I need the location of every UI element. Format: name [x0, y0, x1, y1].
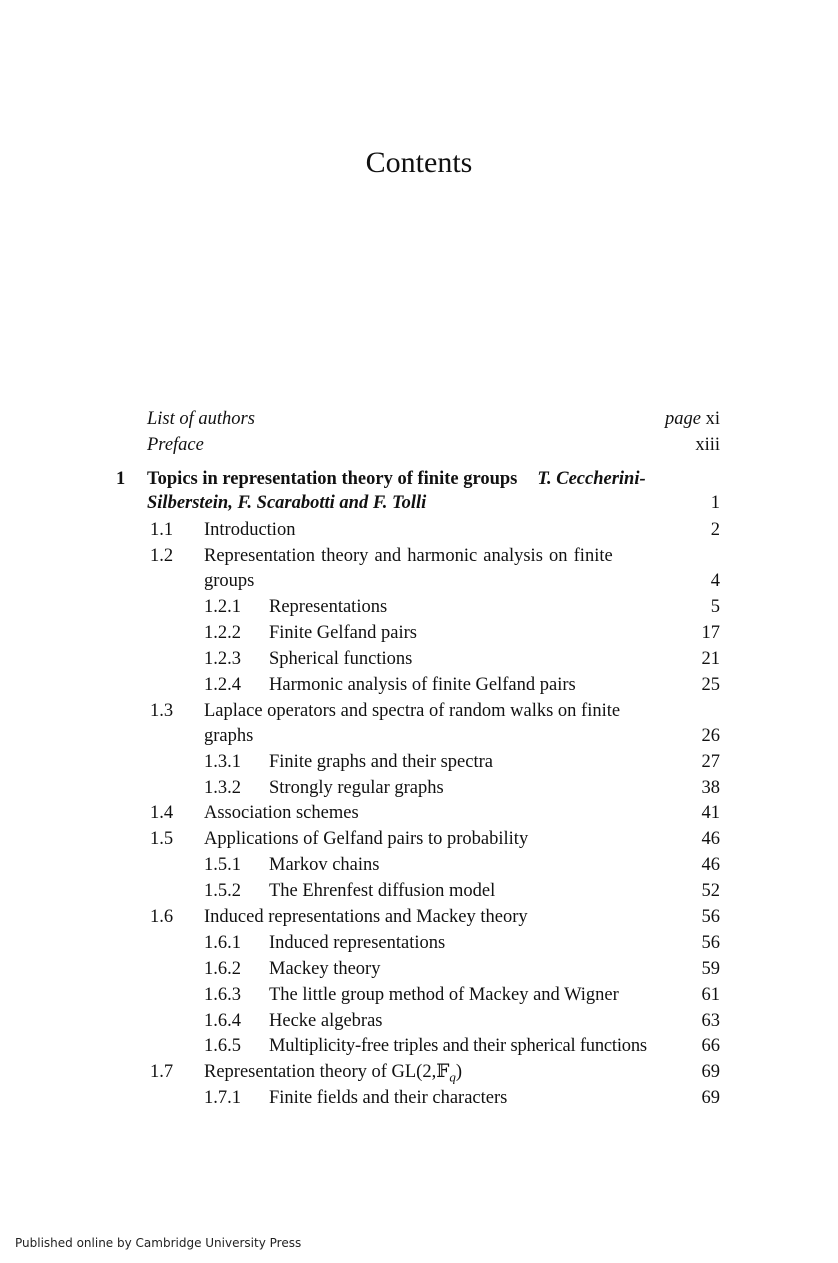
toc-entry-title[interactable]: Laplace operators and spectra of random walks on finite — [204, 701, 621, 721]
toc-entry-title[interactable]: Representation theory and harmonic analysis on finite — [204, 546, 613, 566]
toc-page-number: 38 — [701, 778, 720, 798]
subsection-number: 1.7.1 — [204, 1088, 241, 1108]
toc-entry-title[interactable]: Representations — [269, 597, 388, 617]
toc-page-number: 5 — [710, 597, 720, 617]
chapter-authors-line2: Silberstein, F. Scarabotti and F. Tolli — [147, 493, 427, 513]
subsection-number: 1.2.3 — [204, 649, 241, 669]
toc-entry-title[interactable]: The little group method of Mackey and Wigner — [269, 985, 619, 1005]
subsection-number: 1.6.2 — [204, 959, 241, 979]
toc-entry-list-of-authors[interactable] — [147, 407, 255, 431]
toc-page-number: 27 — [701, 752, 720, 772]
toc-entry-title-continuation[interactable]: groups — [204, 571, 255, 591]
chapter-number: 1 — [116, 469, 126, 489]
toc-page-number: 2 — [710, 520, 720, 540]
publisher-footer: Published online by Cambridge University Press — [15, 1236, 302, 1250]
toc-entry-title-end: ) — [455, 1062, 463, 1082]
toc-entry-title[interactable]: Mackey theory — [269, 959, 381, 979]
toc-page-number: 21 — [701, 649, 720, 669]
section-number: 1.1 — [150, 520, 174, 540]
section-number: 1.5 — [150, 829, 174, 849]
toc-page-number: 52 — [701, 881, 720, 901]
section-number: 1.3 — [150, 701, 174, 721]
toc-page-number: 69 — [701, 1088, 720, 1108]
subsection-number: 1.6.1 — [204, 933, 241, 953]
page-prefix: page — [665, 409, 701, 429]
toc-entry-title[interactable]: Spherical functions — [269, 649, 413, 669]
toc-page-number: xiii — [695, 435, 720, 455]
toc-entry-title-text: Representation theory of GL(2,𝔽 — [204, 1062, 450, 1082]
toc-entry-title-continuation[interactable]: graphs — [204, 726, 254, 746]
toc-entry-title[interactable]: Finite Gelfand pairs — [269, 623, 417, 643]
subsection-number: 1.5.2 — [204, 881, 241, 901]
toc-page-number: 63 — [701, 1011, 720, 1031]
toc-entry-preface[interactable] — [147, 433, 204, 457]
toc-entry-title[interactable]: Finite graphs and their spectra — [269, 752, 493, 772]
subsection-number: 1.6.4 — [204, 1011, 241, 1031]
toc-page-number: 66 — [701, 1036, 720, 1056]
section-number: 1.6 — [150, 907, 174, 927]
subsection-number: 1.6.3 — [204, 985, 241, 1005]
math-subscript: q — [449, 1069, 456, 1085]
toc-page-number: 46 — [701, 855, 720, 875]
toc-entry-title[interactable]: Introduction — [204, 520, 296, 540]
toc-page-number: 69 — [701, 1062, 720, 1082]
section-number: 1.7 — [150, 1062, 174, 1082]
subsection-number: 1.2.1 — [204, 597, 241, 617]
toc-page-number: 25 — [701, 675, 720, 695]
toc-entry-title[interactable]: Association schemes — [204, 803, 359, 823]
toc-page-number: 41 — [701, 803, 720, 823]
toc-page-number: 59 — [701, 959, 720, 979]
toc-entry-title[interactable]: Induced representations and Mackey theory — [204, 907, 528, 927]
toc-entry-label: Preface — [147, 435, 204, 455]
toc-entry-title[interactable]: Multiplicity-free triples and their spherical functions — [269, 1036, 647, 1056]
toc-page-number: 4 — [710, 571, 720, 591]
subsection-number: 1.5.1 — [204, 855, 241, 875]
toc-page-number: 26 — [701, 726, 720, 746]
chapter-title: Topics in representation theory of finite groups — [147, 469, 518, 489]
chapter-title-line[interactable] — [147, 467, 646, 491]
toc-entry-title[interactable]: Markov chains — [269, 855, 380, 875]
chapter-authors-line1: T. Ceccherini- — [537, 469, 646, 489]
toc-page-number: 56 — [701, 907, 720, 927]
toc-page-number: 56 — [701, 933, 720, 953]
toc-entry-title[interactable]: The Ehrenfest diffusion model — [269, 881, 496, 901]
toc-entry-label: List of authors — [147, 409, 255, 429]
section-number: 1.2 — [150, 546, 174, 566]
subsection-number: 1.2.4 — [204, 675, 241, 695]
toc-page-number: 46 — [701, 829, 720, 849]
subsection-number: 1.6.5 — [204, 1036, 241, 1056]
page-value: xi — [705, 409, 720, 429]
toc-entry-title[interactable]: Finite fields and their characters — [269, 1088, 508, 1108]
subsection-number: 1.2.2 — [204, 623, 241, 643]
page-title: Contents — [365, 146, 473, 179]
toc-entry-title[interactable]: Induced representations — [269, 933, 446, 953]
toc-entry-title[interactable]: Hecke algebras — [269, 1011, 383, 1031]
section-number: 1.4 — [150, 803, 174, 823]
toc-page-number: 17 — [701, 623, 720, 643]
subsection-number: 1.3.1 — [204, 752, 241, 772]
toc-page-number: 61 — [701, 985, 720, 1005]
toc-page-number: 1 — [710, 493, 720, 513]
toc-entry-title[interactable]: Harmonic analysis of finite Gelfand pairs — [269, 675, 576, 695]
toc-entry-title[interactable]: Applications of Gelfand pairs to probability — [204, 829, 529, 849]
subsection-number: 1.3.2 — [204, 778, 241, 798]
toc-page-number — [665, 407, 720, 431]
toc-entry-title[interactable]: Strongly regular graphs — [269, 778, 444, 798]
